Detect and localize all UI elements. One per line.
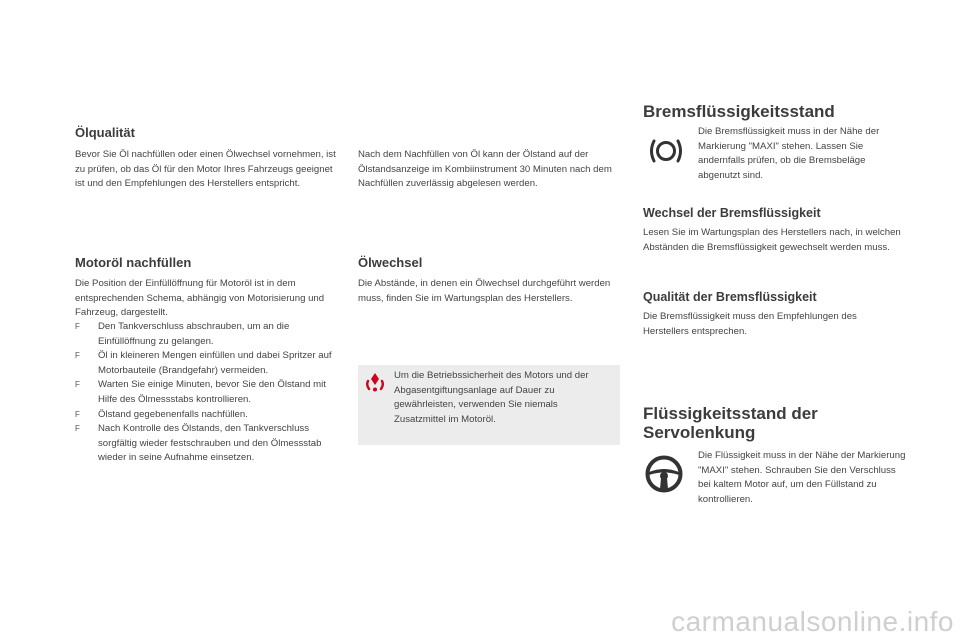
steering-heading-line1: Flüssigkeitsstand der — [643, 404, 818, 423]
step-text: Öl in kleineren Mengen einfüllen und dabei Spritzer auf Motorbauteile (Brandgefahr) vermeiden. — [98, 350, 332, 376]
steering-heading-line2: Servolenkung — [643, 423, 756, 442]
list-item — [75, 422, 341, 466]
list-item — [75, 349, 341, 378]
bullet-marker: F — [75, 409, 80, 419]
oil-refill-steps — [75, 320, 341, 466]
step-text: Den Tankverschluss abschrauben, um an die Einfüllöffnung zu gelangen. — [98, 321, 290, 347]
oil-refill-heading: Motoröl nachfüllen — [75, 255, 192, 270]
step-text: Ölstand gegebenenfalls nachfüllen. — [98, 408, 248, 420]
brake-warning-icon — [648, 137, 684, 165]
brake-level-text: Die Bremsflüssigkeit muss in der Nähe der Markierung "MAXI" stehen. Lassen Sie andernfalls prüfen, ob die Bremsbeläge abgenutzt sind. — [698, 126, 880, 181]
bullet-marker: F — [75, 380, 80, 390]
oil-change-text: Die Abstände, in denen ein Ölwechsel durchgeführt werden muss, finden Sie im Wartungsplan des Herstellers. — [358, 278, 611, 304]
brake-quality-heading: Qualität der Bremsflüssigkeit — [643, 290, 817, 304]
steering-wheel-icon — [644, 455, 684, 493]
warning-box — [358, 365, 620, 445]
oil-quality-text: Bevor Sie Öl nachfüllen oder einen Ölwechsel vornehmen, ist zu prüfen, ob das Öl für den Motor Ihres Fahrzeugs geeignet ist und den Empfehlungen des Herstellers entspricht. — [75, 149, 336, 190]
step-text: Nach Kontrolle des Ölstands, den Tankverschluss sorgfältig wieder festschrauben und den Ölmessstab wieder in seine Aufnahme einsetzen. — [98, 423, 322, 464]
brake-level-heading: Bremsflüssigkeitsstand — [643, 102, 835, 121]
oil-quality-heading: Ölqualität — [75, 125, 135, 140]
steering-heading — [643, 404, 818, 442]
after-refill-text: Nach dem Nachfüllen von Öl kann der Ölstand auf der Ölstandsanzeige im Kombiinstrument 30 Minuten nach dem Nachfüllen zuverlässig abgelesen werden. — [358, 149, 612, 190]
warning-icon — [366, 373, 384, 393]
brake-change-text: Lesen Sie im Wartungsplan des Herstellers nach, in welchen Abständen die Bremsflüssigkeit gewechselt werden muss. — [643, 227, 901, 253]
list-item — [75, 408, 341, 423]
bullet-marker: F — [75, 351, 80, 361]
steering-text: Die Flüssigkeit muss in der Nähe der Markierung "MAXI" stehen. Schrauben Sie den Verschluss bei kaltem Motor auf, um den Füllstand zu kontrollieren. — [698, 450, 906, 505]
oil-change-heading: Ölwechsel — [358, 255, 423, 270]
step-text: Warten Sie einige Minuten, bevor Sie den Ölstand mit Hilfe des Ölmessstabs kontrollieren. — [98, 379, 326, 405]
list-item — [75, 378, 341, 407]
brake-quality-text: Die Bremsflüssigkeit muss den Empfehlungen des Herstellers entsprechen. — [643, 311, 857, 337]
bullet-marker: F — [75, 322, 80, 331]
warning-text: Um die Betriebssicherheit des Motors und der Abgasentgiftungsanlage auf Dauer zu gewährleisten, verwenden Sie niemals Zusatzmittel im Motoröl. — [394, 370, 589, 425]
oil-refill-intro: Die Position der Einfüllöffnung für Motoröl ist in dem entsprechenden Schema, abhängig von Motorisierung und Fahrzeug, dargestellt. — [75, 278, 325, 319]
brake-change-heading: Wechsel der Bremsflüssigkeit — [643, 206, 821, 220]
list-item — [75, 320, 341, 349]
bullet-marker: F — [75, 424, 80, 434]
watermark: carmanualsonline.info — [671, 606, 954, 637]
